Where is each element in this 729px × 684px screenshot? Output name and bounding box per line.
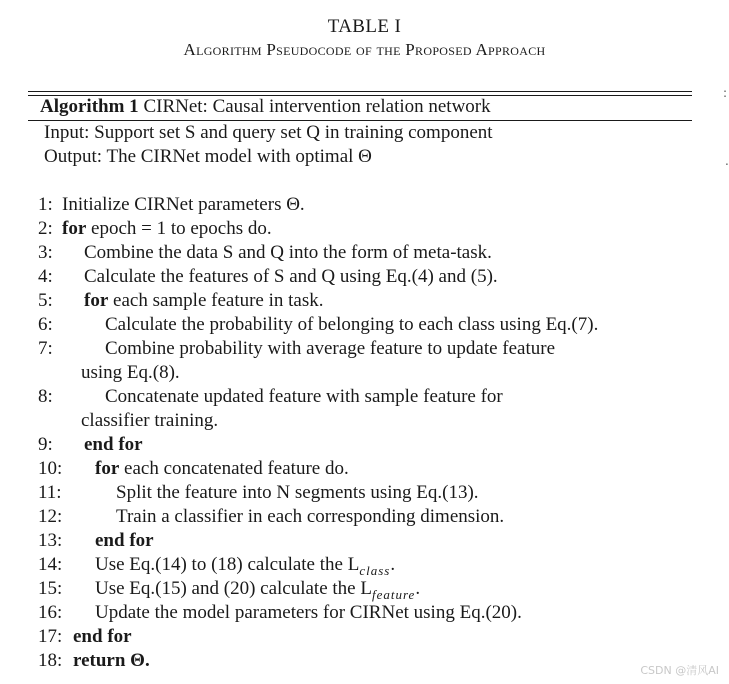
line-content bbox=[116, 506, 504, 528]
keyword: end for bbox=[84, 434, 143, 455]
line-content bbox=[84, 266, 498, 288]
line-text: using Eq.(8). bbox=[81, 362, 180, 383]
line-content bbox=[95, 530, 154, 552]
table-caption: Algorithm Pseudocode of the Proposed Approach bbox=[183, 40, 546, 59]
line-number: 2: bbox=[38, 218, 53, 239]
line-tail: . bbox=[415, 578, 421, 599]
keyword: for bbox=[62, 218, 87, 239]
line-number: 9: bbox=[38, 434, 53, 455]
line-content bbox=[62, 218, 272, 240]
algorithm-input: Input: Support set S and query set Q in training component bbox=[44, 122, 493, 143]
line-content bbox=[84, 242, 492, 264]
line-content bbox=[95, 602, 522, 624]
line-number: 18: bbox=[38, 650, 63, 671]
algorithm-output: Output: The CIRNet model with optimal Θ bbox=[44, 146, 372, 167]
line-number: 6: bbox=[38, 314, 53, 335]
algorithm-name: CIRNet: Causal intervention relation network bbox=[143, 96, 491, 117]
keyword: for bbox=[84, 290, 109, 311]
line-number: 5: bbox=[38, 290, 53, 311]
line-number: 15: bbox=[38, 578, 63, 599]
line-content bbox=[105, 338, 555, 360]
line-number: 12: bbox=[38, 506, 63, 527]
math-subscript: feature bbox=[371, 587, 416, 602]
line-content bbox=[73, 626, 132, 648]
line-number: 16: bbox=[38, 602, 63, 623]
line-text: Combine probability with average feature to update feature bbox=[105, 338, 556, 359]
line-number: 11: bbox=[38, 482, 62, 503]
line-text: Combine the data S and Q into the form of meta-task. bbox=[84, 242, 492, 263]
line-text: Use Eq.(14) to (18) calculate the L bbox=[95, 554, 360, 575]
line-content bbox=[116, 482, 479, 504]
line-number: 1: bbox=[38, 194, 53, 215]
keyword: return bbox=[73, 650, 126, 671]
line-number: 10: bbox=[38, 458, 63, 479]
keyword: end for bbox=[73, 626, 132, 647]
line-content bbox=[81, 410, 218, 432]
margin-mark-dot: . bbox=[725, 154, 729, 168]
line-content bbox=[84, 290, 324, 312]
line-content bbox=[84, 434, 143, 456]
line-text: Use Eq.(15) and (20) calculate the L bbox=[95, 578, 372, 599]
line-number: 13: bbox=[38, 530, 63, 551]
line-text: Concatenate updated feature with sample feature for bbox=[105, 386, 503, 407]
watermark: CSDN @清风AI bbox=[640, 664, 719, 677]
top-double-rule-upper bbox=[28, 91, 692, 92]
line-text: each sample feature in task. bbox=[108, 290, 324, 311]
line-number: 14: bbox=[38, 554, 63, 575]
keyword: end for bbox=[95, 530, 154, 551]
line-content bbox=[81, 362, 180, 384]
line-text: Split the feature into N segments using Eq.(13). bbox=[116, 482, 479, 503]
margin-mark-colon: : bbox=[723, 86, 728, 100]
line-text: Θ. bbox=[125, 650, 150, 671]
line-text: Initialize CIRNet parameters Θ. bbox=[62, 194, 305, 215]
line-text: Calculate the features of S and Q using Eq.(4) and (5). bbox=[84, 266, 498, 287]
keyword: for bbox=[95, 458, 120, 479]
line-tail: . bbox=[390, 554, 396, 575]
line-content bbox=[95, 458, 349, 480]
math-subscript: class bbox=[359, 563, 391, 578]
line-text: each concatenated feature do. bbox=[119, 458, 349, 479]
table-title: TABLE I bbox=[327, 16, 402, 37]
line-content bbox=[62, 194, 305, 216]
line-text: Train a classifier in each corresponding dimension. bbox=[116, 506, 505, 527]
line-text: Update the model parameters for CIRNet using Eq.(20). bbox=[95, 602, 522, 623]
algorithm-header bbox=[40, 96, 491, 118]
line-text: Calculate the probability of belonging to each class using Eq.(7). bbox=[105, 314, 599, 335]
line-number: 7: bbox=[38, 338, 53, 359]
algorithm-number: Algorithm 1 bbox=[40, 96, 139, 117]
line-number: 3: bbox=[38, 242, 53, 263]
line-content bbox=[73, 650, 150, 672]
line-content bbox=[105, 386, 503, 408]
line-number: 4: bbox=[38, 266, 53, 287]
line-number: 8: bbox=[38, 386, 53, 407]
line-text: epoch = 1 to epochs do. bbox=[86, 218, 272, 239]
header-rule bbox=[28, 120, 692, 121]
line-content bbox=[105, 314, 598, 336]
line-number: 17: bbox=[38, 626, 63, 647]
line-text: classifier training. bbox=[81, 410, 219, 431]
